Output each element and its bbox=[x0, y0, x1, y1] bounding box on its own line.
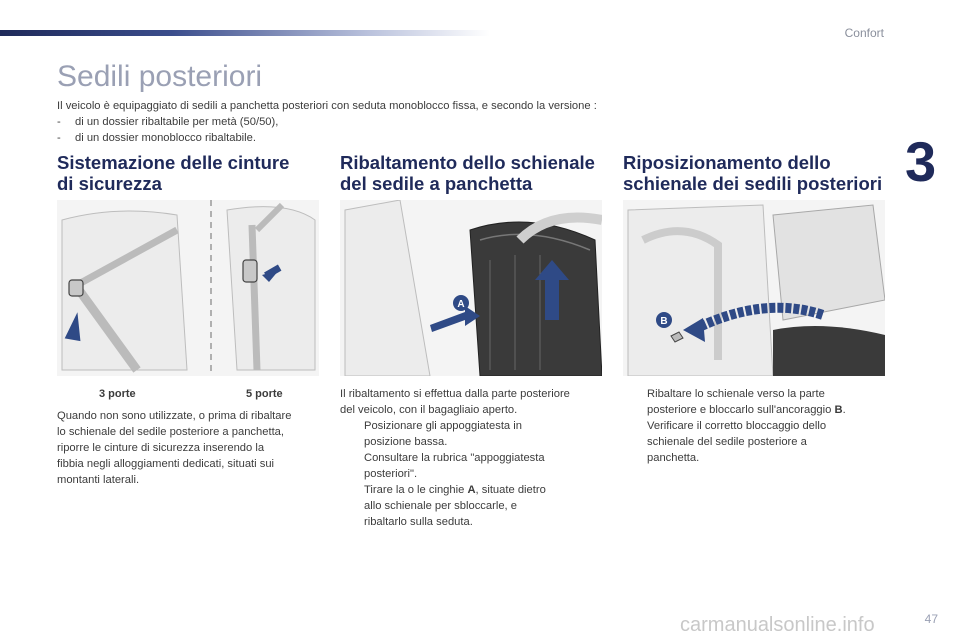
fold-backrest-illustration bbox=[340, 200, 602, 376]
col2-intro-line: Il ribaltamento si effettua dalla parte posteriore bbox=[340, 388, 570, 400]
intro-text: Il veicolo è equipaggiato di sedili a panchetta posteriori con seduta monoblocco fissa, e secondo la versione : bbox=[57, 100, 597, 112]
col3-step1-pre: posteriore e bloccarlo sull'ancoraggio bbox=[647, 404, 835, 416]
col3-text bbox=[623, 386, 893, 466]
label-b-badge: B bbox=[660, 316, 668, 327]
col2-step-line: posizione bassa. bbox=[364, 436, 448, 448]
col3-step-line bbox=[647, 402, 893, 418]
col2-step2-pre: Tirare la o le cinghie bbox=[364, 484, 468, 496]
seatbelt-illustration bbox=[57, 200, 319, 376]
col3-step-1 bbox=[623, 386, 893, 418]
col3-heading bbox=[623, 152, 882, 194]
page-title: Sedili posteriori bbox=[57, 60, 263, 93]
intro-item-text: di un dossier ribaltabile per metà (50/50), bbox=[75, 116, 279, 128]
col2-heading-line: Ribaltamento dello schienale bbox=[340, 152, 595, 173]
intro-item-text: di un dossier monoblocco ribaltabile. bbox=[75, 132, 256, 144]
seatbelt-drawing bbox=[57, 200, 319, 376]
col3-step-line: Verificare il corretto bloccaggio dello bbox=[647, 420, 827, 432]
col1-text-line: lo schienale del sedile posteriore a panchetta, bbox=[57, 426, 285, 438]
col3-heading-line: schienale dei sedili posteriori bbox=[623, 173, 883, 194]
caption-5-porte: 5 porte bbox=[246, 388, 283, 400]
col2-heading bbox=[340, 152, 595, 194]
caption-3-porte: 3 porte bbox=[99, 388, 136, 400]
col3-heading-line: Riposizionamento dello bbox=[623, 152, 831, 173]
col2-step-line bbox=[364, 482, 610, 498]
col3-step-line: Ribaltare lo schienale verso la parte bbox=[647, 388, 825, 400]
col3-step-2 bbox=[623, 418, 893, 466]
col2-intro-line: del veicolo, con il bagagliaio aperto. bbox=[340, 404, 518, 416]
col3-step1-post: . bbox=[842, 404, 846, 416]
col1-heading bbox=[57, 152, 289, 194]
page-number: 47 bbox=[924, 612, 938, 626]
col1-text-line: fibbia negli alloggiamenti dedicati, situati sui bbox=[57, 458, 275, 470]
fold-backrest-drawing bbox=[340, 200, 602, 376]
col3-anchor-label: B bbox=[834, 404, 843, 416]
col2-step2-post: , situate dietro bbox=[475, 484, 546, 496]
section-label: Confort bbox=[844, 26, 884, 40]
watermark: carmanualsonline.info bbox=[680, 614, 875, 636]
col2-step-line: allo schienale per sbloccarle, e bbox=[364, 500, 517, 512]
col1-text-line: riporre le cinture di sicurezza inserendo la bbox=[57, 442, 265, 454]
col1-text-line: montanti laterali. bbox=[57, 474, 140, 486]
intro-block bbox=[57, 98, 777, 146]
col1-heading-line: di sicurezza bbox=[57, 173, 162, 194]
col1-heading-line: Sistemazione delle cinture bbox=[57, 152, 290, 173]
header-gradient-bar bbox=[0, 30, 490, 36]
col2-text bbox=[340, 386, 610, 530]
reposition-drawing bbox=[623, 200, 885, 376]
col3-step-line: panchetta. bbox=[647, 452, 700, 464]
col2-step-1 bbox=[340, 418, 610, 482]
label-a-badge: A bbox=[457, 299, 465, 310]
col1-text bbox=[57, 408, 327, 488]
col2-step-line: posteriori". bbox=[364, 468, 418, 480]
intro-item: - di un dossier monoblocco ribaltabile. bbox=[57, 132, 256, 144]
chapter-number: 3 bbox=[905, 130, 937, 193]
col2-step-2 bbox=[340, 482, 610, 530]
col2-step-line: Consultare la rubrica "appoggiatesta bbox=[364, 452, 545, 464]
reposition-illustration bbox=[623, 200, 885, 376]
col2-step-line: Posizionare gli appoggiatesta in bbox=[364, 420, 522, 432]
col2-step2-strap-label: A bbox=[467, 484, 476, 496]
col2-heading-line: del sedile a panchetta bbox=[340, 173, 533, 194]
col3-step-line: schienale del sedile posteriore a bbox=[647, 436, 807, 448]
col1-text-line: Quando non sono utilizzate, o prima di ribaltare bbox=[57, 410, 292, 422]
intro-item: - di un dossier ribaltabile per metà (50/50), bbox=[57, 116, 279, 128]
col2-step-line: ribaltarlo sulla seduta. bbox=[364, 516, 473, 528]
